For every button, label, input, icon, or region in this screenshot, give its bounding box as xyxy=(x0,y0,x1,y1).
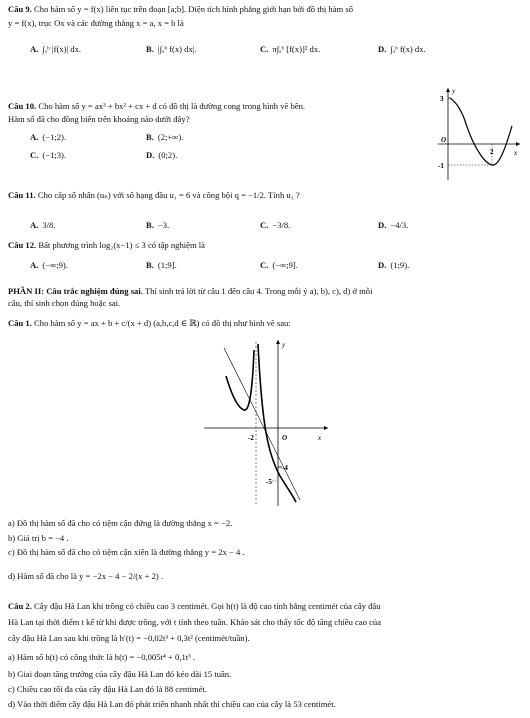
q9-option-b[interactable]: B. |∫ₐᵇ f(x) dx|. xyxy=(146,44,197,54)
q11-number: Câu 11. xyxy=(8,190,36,200)
graph-x-label: x xyxy=(318,434,322,442)
p2-item-a: a) Hàm số h(t) có công thức là h(t) = −0,005t⁴ + 0,1t³ . xyxy=(8,652,196,662)
p2-item-c: c) Chiều cao tối đa của cây đậu Hà Lan đó là 88 centimét. xyxy=(8,684,208,694)
p1-item-d: d) Hàm số đã cho là y = −2x − 4 − 2/(x + 2) . xyxy=(8,571,164,581)
q10-option-a[interactable]: A. (−1;2). xyxy=(30,132,67,142)
graph-x-label: x xyxy=(514,149,518,157)
p2-text1: Cây đậu Hà Lan khi trồng có chiều cao 3 centimét. Gọi h(t) là độ cao tính bằng centimét của cây đậu xyxy=(34,601,381,611)
q11-option-c[interactable]: C. −3/8. xyxy=(260,220,291,230)
q10-cubic-graph xyxy=(436,84,522,182)
q9-text2: y = f(x), trục Ox và các đường thẳng x = a, x = b là xyxy=(8,18,184,28)
q9-option-a[interactable]: A. ∫ₐᵇ |f(x)| dx. xyxy=(30,44,82,54)
graph-y-label: y xyxy=(282,341,286,349)
p1-item-a: a) Đồ thị hàm số đã cho có tiệm cận đứng là đường thẳng x = −2. xyxy=(8,518,233,528)
p1-line1 xyxy=(8,318,291,329)
p2-text2: Hà Lan tại thời điểm t kể từ khi được trồng, với t tính theo tuần. Khảo sát cho thấy tốc độ tăng chiều cao của xyxy=(8,617,382,627)
graph-tick-minus4: -4 xyxy=(282,464,288,472)
q9-number: Câu 9. xyxy=(8,4,32,14)
p2-text3: cây đậu Hà Lan sau khi trồng là h′(t) = −0,02t³ + 0,3t² (centimét/tuần). xyxy=(8,633,250,643)
cubic-curve xyxy=(450,98,512,165)
slant-asymptote xyxy=(224,348,300,500)
part2-text2: câu, thí sinh chọn đúng hoặc sai. xyxy=(8,298,121,308)
p1-item-b: b) Giá trị b = −4 . xyxy=(8,533,69,543)
q9-option-d[interactable]: D. ∫ₐᵇ f(x) dx. xyxy=(378,44,426,54)
q10-text1: Cho hàm số y = ax³ + bx² + cx + d có đồ thị là đường cong trong hình vẽ bên. xyxy=(38,101,306,111)
q11-line1 xyxy=(8,190,300,201)
q12-line1 xyxy=(8,240,205,251)
part2-text1: Thí sinh trả lời từ câu 1 đến câu 4. Trong mỗi ý a), b), c), d) ở mỗi xyxy=(142,286,373,296)
p1-text1: Cho hàm số y = ax + b + c/(x + d) (a,b,c,d ∈ ℝ) có đồ thị như hình vẽ sau: xyxy=(34,318,291,328)
graph-tick-minus5: -5 xyxy=(266,478,272,486)
q12-option-b[interactable]: B. (1;9]. xyxy=(146,260,177,270)
graph-tick-minus2: -2 xyxy=(248,434,254,442)
graph-y-label: y xyxy=(452,87,456,95)
q9-line1 xyxy=(8,4,353,15)
q10-line1 xyxy=(8,101,305,112)
graph-tick-3: 3 xyxy=(440,95,444,103)
graph-origin: O xyxy=(441,136,447,144)
q10-number: Câu 10. xyxy=(8,101,37,111)
q12-option-a[interactable]: A. (−∞;9). xyxy=(30,260,68,270)
p1-graph xyxy=(196,336,336,508)
right-branch xyxy=(258,344,296,502)
q12-option-d[interactable]: D. (1;9). xyxy=(378,260,410,270)
graph-origin: O xyxy=(282,434,288,442)
q10-option-d[interactable]: D. (0;2). xyxy=(146,150,178,160)
part2-heading xyxy=(8,286,372,297)
p2-number: Câu 2. xyxy=(8,601,32,611)
q11-text1: Cho cấp số nhân (uₙ) với số hạng đầu u₁ = 6 và công bội q = −1/2. Tính u₃ ? xyxy=(37,190,300,200)
p1-item-c: c) Đồ thị hàm số đã cho có tiệm cận xiên là đường thẳng y = 2x − 4 . xyxy=(8,547,245,557)
q11-option-a[interactable]: A. 3/8. xyxy=(30,220,56,230)
q12-option-c[interactable]: C. (−∞;9]. xyxy=(260,260,298,270)
q9-option-c[interactable]: C. π∫ₐᵇ [f(x)]² dx. xyxy=(260,44,321,54)
q11-option-d[interactable]: D. −4/3. xyxy=(378,220,409,230)
q10-option-c[interactable]: C. (−1;3). xyxy=(30,150,67,160)
graph-tick-minus1: -1 xyxy=(438,162,444,170)
q10-option-b[interactable]: B. (2;+∞). xyxy=(146,132,184,142)
part2-title: PHẦN II: Câu trắc nghiệm đúng sai. xyxy=(8,286,143,296)
q12-number: Câu 12. xyxy=(8,240,37,250)
p1-number: Câu 1. xyxy=(8,318,32,328)
q10-text2: Hàm số đã cho đồng biến trên khoảng nào dưới đây? xyxy=(8,114,190,124)
q11-option-b[interactable]: B. −3. xyxy=(146,220,170,230)
p2-line1 xyxy=(8,601,381,612)
q12-text1: Bất phương trình log₂(x−1) ≤ 3 có tập nghiệm là xyxy=(38,240,205,250)
graph-tick-2: 2 xyxy=(490,148,494,156)
p2-item-b: b) Giai đoạn tăng trưởng của cây đậu Hà Lan đó kéo dài 15 tuần. xyxy=(8,669,232,679)
p2-item-d: d) Vào thời điểm cây đậu Hà Lan đó phát triển nhanh nhất thì chiều cao của cây là 53 centimét. xyxy=(8,699,336,709)
q9-text1: Cho hàm số y = f(x) liên tục trên đoạn [a;b]. Diện tích hình phẳng giới hạn bởi đồ thị hàm số xyxy=(34,4,354,14)
